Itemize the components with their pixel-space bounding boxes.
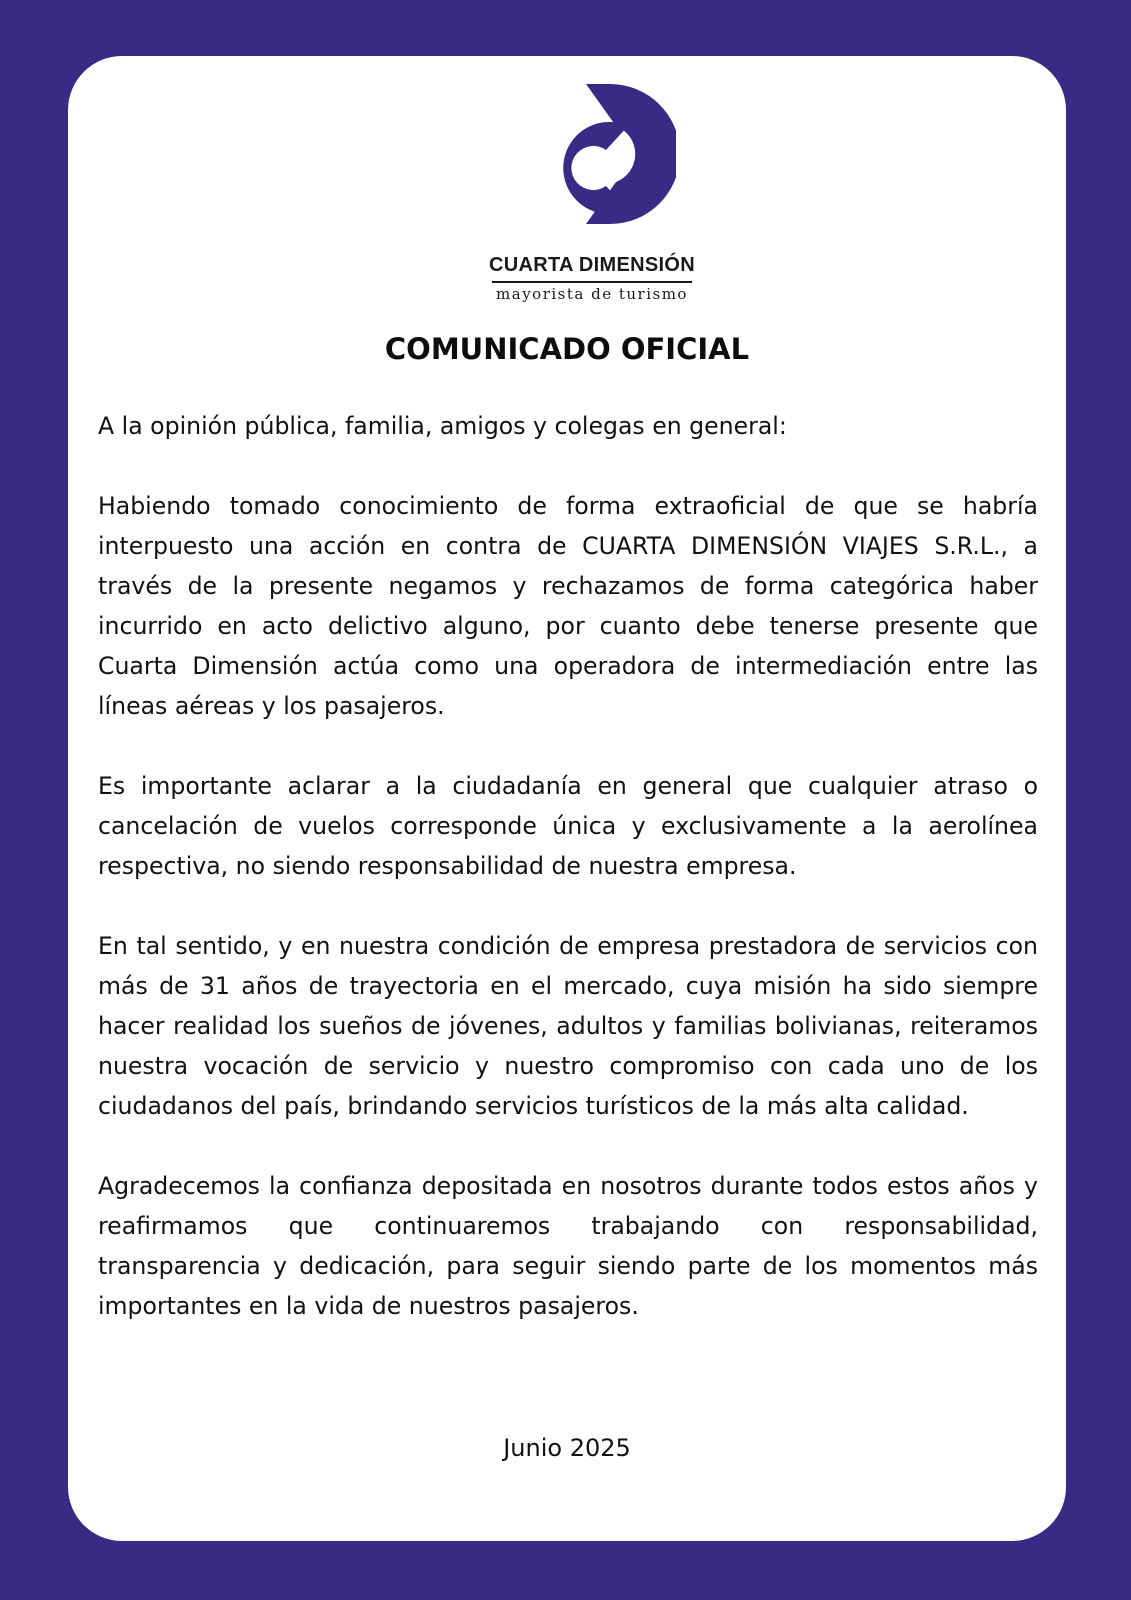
statement-card (68, 56, 1066, 1541)
paragraph-3: En tal sentido, y en nuestra condición de empresa prestadora de servicios con más de 31 años de trayectoria en el mercado, cuya misión ha sido siempre hacer realidad los sueños de jóvenes, adultos y familias bolivianas, reiteramos nuestra vocación de servicio y nuestro compromiso con cada uno de los ciudadanos del país, brindando servicios turísticos de la más alta calidad. (98, 932, 1038, 1120)
logo-divider (492, 281, 692, 283)
company-logo (476, 84, 708, 334)
statement-date: Junio 2025 (503, 1434, 631, 1462)
paragraph-1: Habiendo tomado conocimiento de forma extraoficial de que se habría interpuesto una acción en contra de CUARTA DIMENSIÓN VIAJES S.R.L., a través de la presente negamos y rechazamos de forma categórica haber incurrido en acto delictivo alguno, por cuanto debe tenerse presente que Cuarta Dimensión actúa como una operadora de intermediación entre las líneas aéreas y los pasajeros. (98, 492, 1038, 720)
paragraph-2: Es importante aclarar a la ciudadanía en general que cualquier atraso o cancelación de vuelos corresponde única y exclusivamente a la aerolínea respectiva, no siendo responsabilidad de nuestra empresa. (98, 772, 1038, 880)
logo-tagline: mayorista de turismo (496, 285, 688, 303)
statement-body (98, 406, 1038, 1366)
salutation: A la opinión pública, familia, amigos y colegas en general: (98, 412, 787, 440)
page-title: COMUNICADO OFICIAL (384, 332, 750, 366)
paragraph-4: Agradecemos la confianza depositada en nosotros durante todos estos años y reafirmamos que continuaremos trabajando con responsabilidad, transparencia y dedicación, para seguir siendo parte de los momentos más importantes en la vida de nuestros pasajeros. (98, 1172, 1038, 1320)
cuarta-dimension-logo-icon (540, 84, 676, 224)
logo-company-name: CUARTA DIMENSIÓN (489, 254, 695, 276)
